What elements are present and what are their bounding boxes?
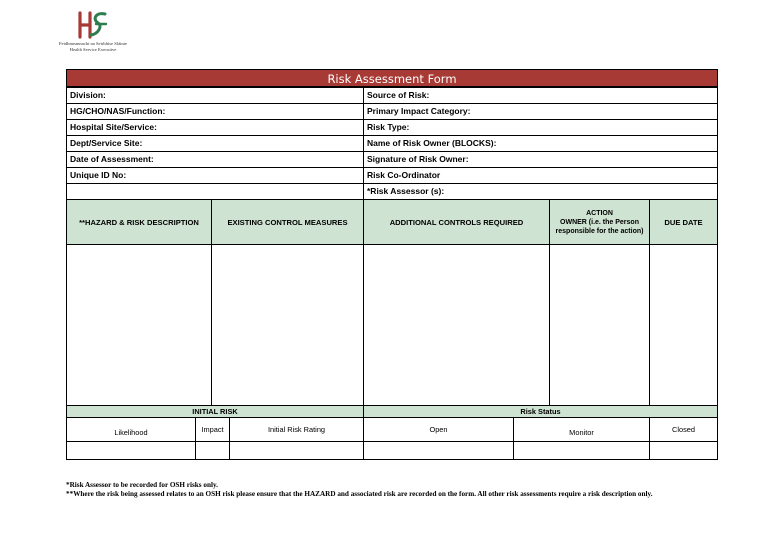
logo-line-irish: Feidhmeannacht na Seirbhíse Sláinte xyxy=(59,41,127,46)
label-impact: Impact xyxy=(195,417,230,442)
field-risk-coordinator[interactable]: Risk Co-Ordinator xyxy=(363,167,718,184)
entry-likelihood[interactable] xyxy=(66,441,196,460)
field-risk-type[interactable]: Risk Type: xyxy=(363,119,718,136)
footnote-1: *Risk Assessor to be recorded for OSH risks only. xyxy=(66,481,218,489)
field-risk-owner-signature[interactable]: Signature of Risk Owner: xyxy=(363,151,718,168)
header-action-owner xyxy=(549,199,650,245)
label-closed: Closed xyxy=(649,417,718,442)
header-additional-controls: ADDITIONAL CONTROLS REQUIRED xyxy=(363,199,550,245)
field-risk-assessor[interactable]: *Risk Assessor (s): xyxy=(363,183,718,200)
header-hazard: **HAZARD & RISK DESCRIPTION xyxy=(66,199,212,245)
entry-additional-controls[interactable] xyxy=(363,244,550,406)
field-division[interactable]: Division: xyxy=(66,87,364,104)
entry-initial-risk-rating[interactable] xyxy=(229,441,364,460)
entry-existing-controls[interactable] xyxy=(211,244,364,406)
label-initial-risk-rating: Initial Risk Rating xyxy=(229,417,364,442)
field-unique-id[interactable]: Unique ID No: xyxy=(66,167,364,184)
header-due-date: DUE DATE xyxy=(649,199,718,245)
header-action-subtitle: OWNER (i.e. the Person responsible for the action) xyxy=(555,218,644,235)
entry-action-owner[interactable] xyxy=(549,244,650,406)
risk-status-heading: Risk Status xyxy=(363,405,718,418)
label-monitor: Monitor xyxy=(513,417,650,442)
entry-hazard[interactable] xyxy=(66,244,212,406)
header-existing-controls: EXISTING CONTROL MEASURES xyxy=(211,199,364,245)
header-action-title: ACTION xyxy=(586,209,613,217)
field-blank-left xyxy=(66,183,364,200)
hse-logo-icon xyxy=(76,10,110,40)
field-source-of-risk[interactable]: Source of Risk: xyxy=(363,87,718,104)
field-dept-site[interactable]: Dept/Service Site: xyxy=(66,135,364,152)
field-date-assessment[interactable]: Date of Assessment: xyxy=(66,151,364,168)
field-risk-owner-name[interactable]: Name of Risk Owner (BLOCKS): xyxy=(363,135,718,152)
hse-logo xyxy=(52,10,134,56)
footnotes xyxy=(66,481,726,499)
logo-line-english: Health Service Executive xyxy=(69,47,117,52)
field-hospital-site[interactable]: Hospital Site/Service: xyxy=(66,119,364,136)
entry-impact[interactable] xyxy=(195,441,230,460)
field-hg-cho[interactable]: HG/CHO/NAS/Function: xyxy=(66,103,364,120)
label-open: Open xyxy=(363,417,514,442)
entry-closed[interactable] xyxy=(649,441,718,460)
initial-risk-heading: INITIAL RISK xyxy=(66,405,364,418)
entry-due-date[interactable] xyxy=(649,244,718,406)
entry-monitor[interactable] xyxy=(513,441,650,460)
field-primary-impact[interactable]: Primary Impact Category: xyxy=(363,103,718,120)
label-likelihood: Likelihood xyxy=(66,417,196,442)
footnote-2: **Where the risk being assessed relates to an OSH risk please ensure that the HAZARD and associated risk are recorded on the form. All other risk assessments require a risk description only. xyxy=(66,490,653,499)
entry-open[interactable] xyxy=(363,441,514,460)
form-title: Risk Assessment Form xyxy=(66,69,718,87)
